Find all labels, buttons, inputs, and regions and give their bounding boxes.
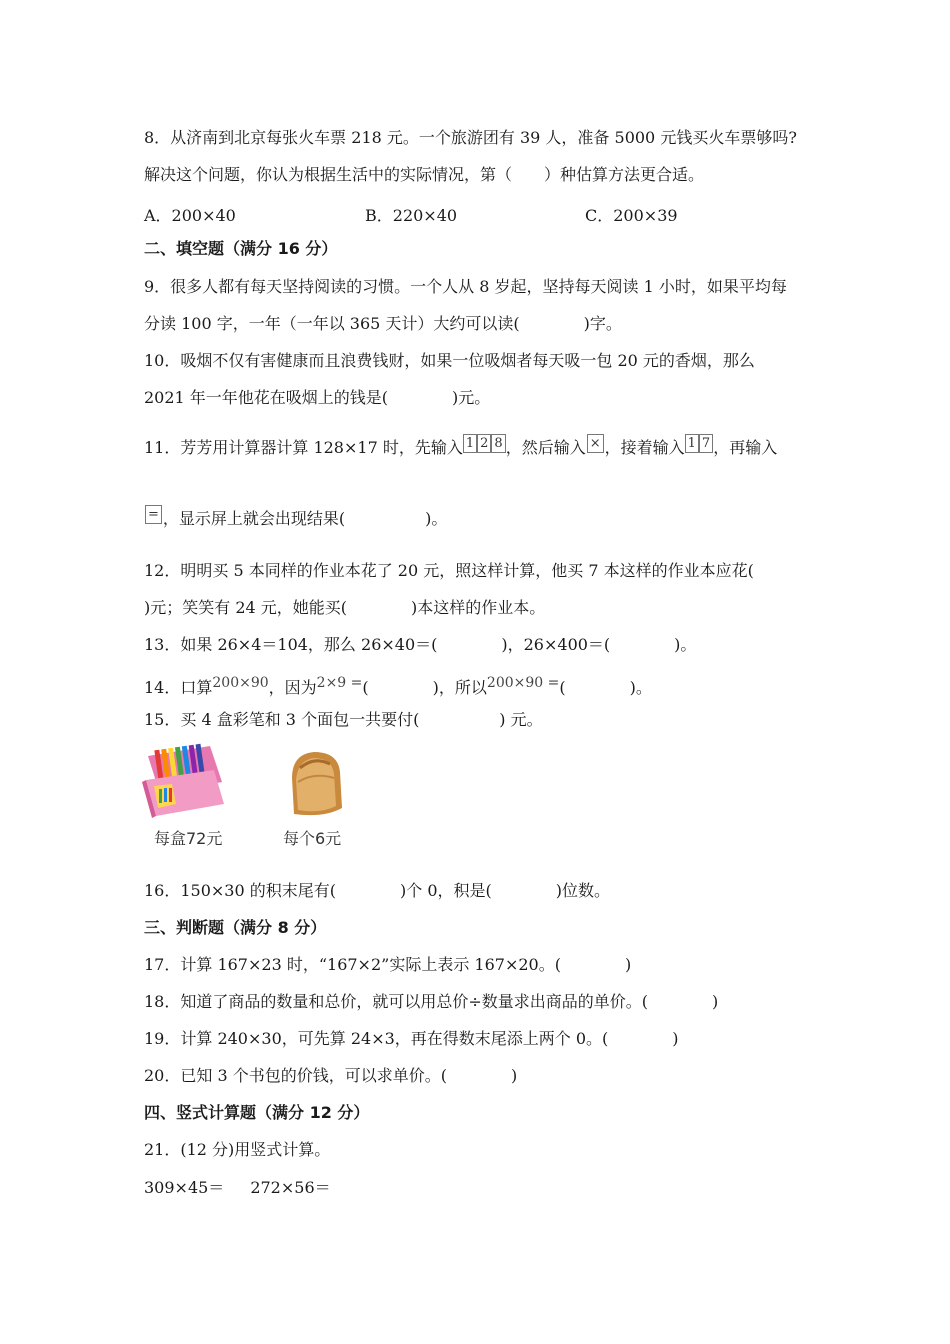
calculator-key: 1	[685, 434, 699, 453]
q11-text-3: ，接着输入	[604, 438, 685, 457]
q12-line2: )元；笑笑有 24 元，她能买( )本这样的作业本。	[144, 598, 546, 617]
q14	[144, 673, 652, 698]
q8-option-a: A．200×40	[144, 206, 236, 225]
q15: 15．买 4 盒彩笔和 3 个面包一共要付( ) 元。	[144, 710, 543, 729]
q8-option-b: B．220×40	[365, 206, 458, 225]
calculator-key-equals: =	[145, 505, 162, 524]
calculator-keys-17	[685, 432, 714, 453]
q17: 17．计算 167×23 时，“167×2”实际上表示 167×20。( )	[144, 955, 632, 974]
q8-line2: 解决这个问题，你认为根据生活中的实际情况，第（ ）种估算方法更合适。	[144, 165, 705, 184]
calculator-key-times: ×	[587, 434, 604, 453]
q11-text-1: 11．芳芳用计算器计算 128×17 时，先输入	[144, 438, 463, 457]
calculator-keys-128	[463, 432, 506, 453]
q11-text-2: ，然后输入	[505, 438, 586, 457]
q13: 13．如果 26×4＝104，那么 26×40＝( )，26×400＝( )。	[144, 635, 697, 654]
q14-expression-1: 200×90	[212, 675, 269, 691]
q14-text-4: ( )。	[559, 678, 652, 697]
q21-expression: 272×56＝	[250, 1178, 331, 1197]
q21-expressions	[144, 1178, 331, 1198]
calculator-key: 8	[491, 434, 505, 453]
q10-line2: 2021 年一年他花在吸烟上的钱是( )元。	[144, 388, 491, 407]
q8-option-c: C．200×39	[585, 206, 678, 225]
section-heading-fill-blank: 二、填空题（满分 16 分）	[144, 239, 338, 258]
bread-price-caption: 每个6元	[283, 829, 342, 848]
q12-line1: 12．明明买 5 本同样的作业本花了 20 元，照这样计算，他买 7 本这样的作业本应花(	[144, 561, 754, 580]
q14-text-1: 14．口算	[144, 678, 213, 697]
q21-expression: 309×45＝	[144, 1178, 225, 1197]
q16: 16．150×30 的积末尾有( )个 0，积是( )位数。	[144, 881, 610, 900]
q14-text-2: ，因为	[268, 678, 317, 697]
calculator-key: 2	[477, 434, 491, 453]
crayon-box-picture	[142, 742, 226, 820]
q14-expression-2: 2×9 =	[316, 675, 363, 691]
section-heading-vertical-calc: 四、竖式计算题（满分 12 分）	[144, 1103, 370, 1122]
q14-expression-3: 200×90 =	[486, 675, 560, 691]
q21-title: 21．(12 分)用竖式计算。	[144, 1140, 331, 1159]
crayon-price-caption: 每盒72元	[154, 829, 223, 848]
q19: 19．计算 240×30，可先算 24×3，再在得数末尾添上两个 0。( )	[144, 1029, 679, 1048]
q11-line2	[144, 505, 447, 529]
section-heading-judgement: 三、判断题（满分 8 分）	[144, 918, 327, 937]
q11-line1	[144, 432, 777, 458]
q9-line2: 分读 100 字，一年（一年以 365 天计）大约可以读( )字。	[144, 314, 622, 333]
q9-line1: 9．很多人都有每天坚持阅读的习惯。一个人从 8 岁起，坚持每天阅读 1 小时，如果平均每	[144, 277, 787, 296]
q11-text-5: ，显示屏上就会出现结果( )。	[162, 509, 448, 528]
q14-text-3: ( )，所以	[362, 678, 487, 697]
q20: 20．已知 3 个书包的价钱，可以求单价。( )	[144, 1066, 518, 1085]
q8-line1: 8．从济南到北京每张火车票 218 元。一个旅游团有 39 人，准备 5000 元钱买火车票够吗?	[144, 128, 797, 147]
q18: 18．知道了商品的数量和总价，就可以用总价÷数量求出商品的单价。( )	[144, 992, 719, 1011]
calculator-key: 7	[699, 434, 713, 453]
calculator-key: 1	[463, 434, 477, 453]
q10-line1: 10．吸烟不仅有害健康而且浪费钱财，如果一位吸烟者每天吸一包 20 元的香烟，那么	[144, 351, 755, 370]
q11-text-4: ，再输入	[713, 438, 778, 457]
bread-picture	[284, 748, 348, 820]
